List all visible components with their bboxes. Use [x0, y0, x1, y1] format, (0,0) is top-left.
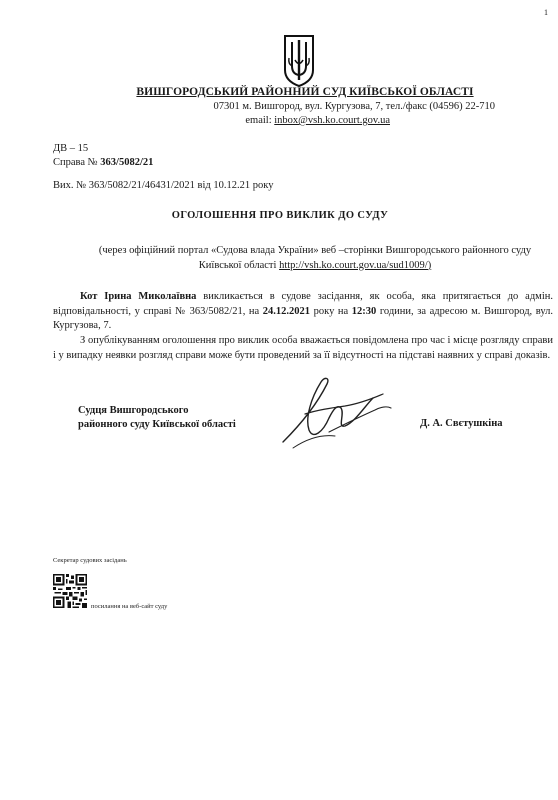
summons-text-b: року на: [310, 305, 352, 317]
email-link[interactable]: inbox@vsh.ko.court.gov.ua: [274, 115, 390, 126]
summoned-person: Кот Ірина Миколаївна: [80, 291, 197, 302]
announcement-title: ОГОЛОШЕННЯ ПРО ВИКЛИК ДО СУДУ: [171, 210, 389, 221]
judge-name: Д. А. Свєтушкіна: [420, 418, 503, 429]
notice-paragraph: З опублікуванням оголошення про виклик особа вважається повідомлена про час і місце розгляду справи і у випадку неявки розгляд справи може бути проведений за її відсутності на підставі наявних у справі доказів.: [53, 335, 553, 361]
judge-position-line2: районного суду Київської області: [78, 419, 236, 430]
summons-text-c: години, за адресою м. Вишгород, вул. Кургузова, 7.: [53, 305, 553, 331]
court-address: 07301 м. Вишгород, вул. Кургузова, 7, тел./факс (04596) 22-710: [213, 101, 495, 112]
document-code: ДВ – 15: [53, 143, 89, 154]
email-label: email:: [245, 115, 275, 126]
summons-paragraph: [53, 290, 553, 334]
summons-text-a: викликається в судове засідання, як особа, яка притягається до адмін. відповідальності, у справі № 363/5082/21, на: [53, 291, 553, 317]
court-name: ВИШГОРОДСЬКИЙ РАЙОННИЙ СУД КИЇВСЬКОЇ ОБЛАСТІ: [136, 86, 474, 98]
hearing-time: 12:30: [351, 305, 377, 317]
judge-position-line1: Судця Вишгородського: [78, 405, 189, 416]
qr-caption: посилання на веб-сайт суду: [91, 603, 168, 610]
subtitle-text: (через офіційний портал «Судова влада України» веб –сторінки Вишгородського районного суду Київської області: [98, 245, 532, 271]
case-number: 363/5082/21: [100, 157, 154, 168]
court-website-link[interactable]: http://vsh.ko.court.gov.ua/sud1009/): [279, 259, 432, 271]
page-number: 1: [544, 8, 548, 17]
secretary-label: Секретар судових засідань: [53, 557, 127, 564]
court-email: [150, 115, 390, 126]
trident-emblem-icon: [282, 34, 316, 88]
hearing-date: 24.12.2021: [262, 305, 311, 317]
outgoing-number: Вих. № 363/5082/21/46431/2021 від 10.12.21 року: [53, 180, 274, 191]
qr-code-icon[interactable]: [53, 574, 87, 608]
case-line: [53, 157, 153, 168]
announcement-subtitle: [80, 244, 550, 273]
handwritten-signature: [275, 370, 395, 455]
case-label: Справа №: [53, 157, 101, 168]
judge-position: [78, 404, 236, 432]
